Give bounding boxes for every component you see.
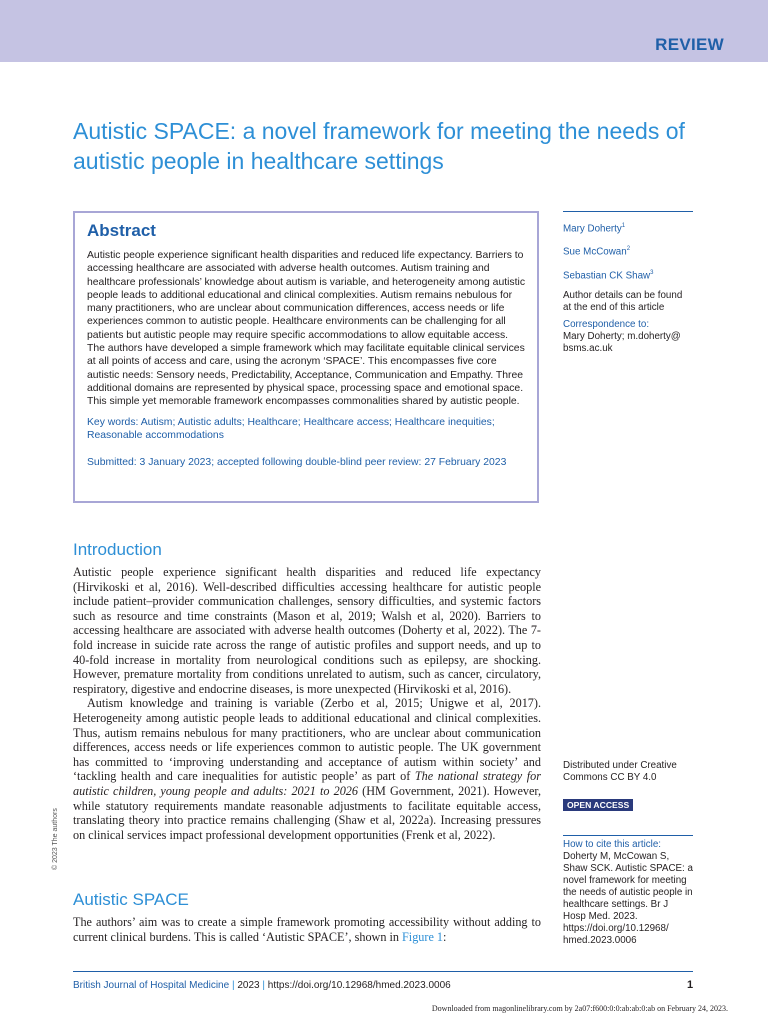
author-affiliation-mark: 3: [650, 269, 654, 276]
introduction-paragraph-1: Autistic people experience significant health disparities and reduced life expectancy (Hirvikoski et al, 2016). Well-described difficulties accessing healthcare for autistic people include patient–provider communication challenges, sensory difficulties, and systemic factors such as resource and time constraints (Mason et al, 2019; Walsh et al, 2020). Barriers to accessing healthcare are associated with adverse health outcomes (Doherty et al, 2022). The 7-fold increase in suicide rate across the range of autistic profiles and support needs, and up to 40-fold increase in mortality from neurological conditions such as epilepsy, are shocking. However, premature mortality from conditions unrelated to autism, such as cancer, circulatory, respiratory, digestive and endocrine diseases, is more unexpected (Hirvikoski et al, 2016).: [73, 565, 541, 696]
sidebar-divider: [563, 211, 693, 212]
correspondence-heading: Correspondence to:: [563, 318, 650, 330]
abstract-submitted: Submitted: 3 January 2023; accepted following double-blind peer review: 27 February 2023: [87, 457, 507, 469]
author-affiliation-mark: 2: [626, 246, 631, 253]
author-1[interactable]: [563, 220, 693, 235]
introduction-heading: Introduction: [73, 540, 162, 559]
author-name: Sue McCowan: [563, 246, 627, 258]
abstract-box: [73, 211, 539, 503]
author-2[interactable]: [563, 243, 693, 258]
autistic-space-heading: Autistic SPACE: [73, 890, 189, 909]
author-sidebar: [563, 211, 693, 355]
footer-separator: |: [231, 980, 238, 991]
autistic-space-body: [73, 915, 541, 944]
abstract-heading: Abstract: [87, 221, 156, 240]
paragraph-text: Autism knowledge and training is variable (Zerbo et al, 2015; Unigwe et al, 2017). Heterogeneity among autistic people leads to additional educational and clinical complexities. Thus, autism remains nebulous for many practitioners, who are unclear about communication differences, access needs or life experiences common to autistic people. The UK government has committed to ‘improving understanding and acceptance of autism within society’ and ‘tackling health and care inequalities for autistic people’ as part of: [73, 696, 541, 784]
page-number: 1: [687, 979, 694, 991]
header-band: [0, 0, 768, 62]
license-text: Distributed under Creative Commons CC BY 4.0: [563, 760, 677, 783]
paragraph-text: :: [443, 929, 447, 944]
citation-heading: How to cite this article:: [563, 839, 662, 850]
introduction-body: [73, 565, 541, 842]
correspondence-body[interactable]: Mary Doherty; m.doherty@ bsms.ac.uk: [563, 330, 681, 354]
abstract-keywords: Key words: Autism; Autistic adults; Healthcare; Healthcare access; Healthcare inequities; Reasonable accommodations: [87, 416, 495, 441]
author-affiliation-mark: 1: [621, 223, 626, 229]
open-access-badge: OPEN ACCESS: [563, 799, 633, 811]
footer-year: 2023: [237, 980, 260, 991]
author-name: Sebastian CK Shaw: [563, 269, 651, 281]
author-name: Mary Doherty: [563, 223, 622, 235]
download-notice: Downloaded from magonlinelibrary.com by 2a07:f600:0:0:ab:ab:0:ab on February 24, 2023.: [431, 1004, 728, 1013]
abstract-body: Autistic people experience significant health disparities and reduced life expectancy. Barriers to accessing healthcare are associated with adverse health outcomes. Autism training and healthcare professionals’ knowledge about autism is variable, and heterogeneity among autistic people leads to additional educational and clinical complexities. Autism remains nebulous for many practitioners, who are unclear about communication differences, access needs or life experiences common to autistic people. Healthcare environments can be challenging for all patients but autistic people may require specific accommodations to allow equitable access. The authors have developed a simple framework which may facilitate equitable clinical services at all points of access and care, using the acronym ‘SPACE’. This encompasses five core autistic needs: Sensory needs, Predictability, Acceptance, Communication and Empathy. Three additional domains are represented by physical space, processing space and emotional space. This simple yet memorable framework encompasses commonalities shared by autistic people.: [87, 250, 526, 408]
journal-name: British Journal of Hospital Medicine: [73, 980, 230, 991]
citation-block: [563, 835, 693, 947]
article-type-label: REVIEW: [655, 35, 724, 54]
copyright-notice: © 2023 The authors: [52, 808, 59, 870]
figure-1-link[interactable]: Figure 1: [402, 929, 443, 944]
strategy-title: The national strategy for autistic children, young people and adults: 2021 to 2026: [73, 769, 541, 798]
introduction-paragraph-2: [73, 696, 541, 842]
paragraph-text: (HM Government, 2021). However, while statutory requirements mandate reasonable adjustments to facilitate equitable access, translating theory into practice remains challenging (Shaw et al, 2022a). Increasing pressures on clinical services impact professional development opportunities (Frenk et al, 2022).: [73, 783, 541, 842]
page-footer: [73, 980, 451, 991]
citation-body: Doherty M, McCowan S, Shaw SCK. Autistic SPACE: a novel framework for meeting the needs of autistic people in healthcare settings. Br J Hosp Med. 2023. https://doi.org/10.12968/ hmed.2023.0006: [563, 851, 693, 946]
footer-divider: [73, 971, 693, 972]
author-3[interactable]: [563, 267, 693, 282]
footer-doi-link[interactable]: https://doi.org/10.129​68/hmed.2023.0006: [267, 980, 451, 991]
article-title: Autistic SPACE: a novel framework for meeting the needs of autistic people in healthcare settings: [73, 118, 685, 174]
autistic-space-paragraph: [73, 915, 541, 944]
paragraph-text: The authors’ aim was to create a simple framework promoting accessibility without adding to current clinical burdens. This is called ‘Autistic SPACE’, shown in: [73, 915, 541, 944]
footer-separator: |: [262, 980, 268, 991]
author-details-note: Author details can be found at the end of this article: [563, 289, 683, 313]
